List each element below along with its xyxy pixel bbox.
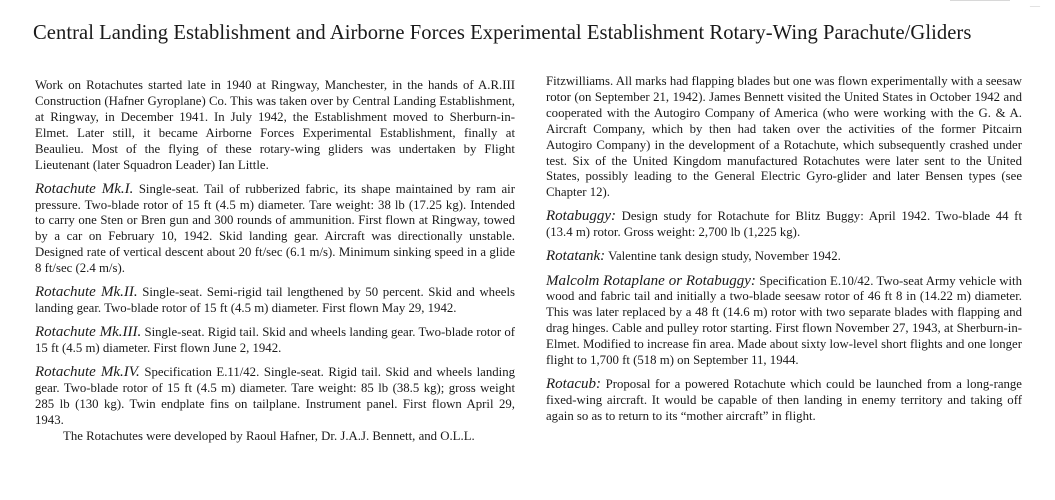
continuation-paragraph: Fitzwilliams. All marks had flapping blades but one was flown experimentally with a seesaw rotor (on September 21, 1942). James Bennett visited the United States in October 1942 and cooperated with the Autogiro Company of America (who were working with the G. & A. Aircraft Company, which by then had taken over the activities of the former Pitcairn Autogiro Company) in the development of a Rotachute, which subsequently crashed under test. Six of the United Kingdom manufactured Rotachutes were later sent to the United States, possibly leading to the General Electric Gyro-glider and later Bensen types (see Chapter 12). [546, 74, 1022, 200]
closing-paragraph-start: The Rotachutes were developed by Raoul Hafner, Dr. J.A.J. Bennett, and O.L.L. [63, 428, 475, 443]
entry-title: Malcolm Rotaplane or Rotabuggy: [546, 272, 756, 289]
page-edge-mark: — [1030, 1, 1040, 12]
entry-title: Rotacub: [546, 376, 601, 393]
entry-rotachute-mk2 [35, 285, 515, 317]
entry-text: Specification E.11/42. Single-seat. Rigid tail. Skid and wheels landing gear. Two-blade rotor of 15 ft (4.5 m) diameter. Tare weight: 85 lb (38.5 kg); gross weight 285 lb (130 kg). Twin endplate fins on tailplane. Instrument panel. First flown April 29, 1943. [35, 365, 515, 427]
entry-malcolm-rotaplane [546, 274, 1022, 369]
entry-text: Design study for Rotachute for Blitz Buggy: April 1942. Two-blade 44 ft (13.4 m) rotor. Gross weight: 2,700 lb (1,225 kg). [546, 209, 1022, 240]
entry-text: Valentine tank design study, November 1942. [605, 249, 841, 264]
right-column [546, 74, 1022, 433]
entry-title: Rotachute Mk.III. [35, 324, 142, 341]
entry-rotatank [546, 249, 1022, 265]
entry-text: Proposal for a powered Rotachute which could be launched from a long-range fixed-wing aircraft. It would be capable of then landing in enemy territory and taking off again so as to return to its “mother aircraft” in flight. [546, 377, 1022, 423]
entry-text: Single-seat. Tail of rubberized fabric, its shape maintained by ram air pressure. Two-blade rotor of 15 ft (4.5 m) diameter. Tare weight: 38 lb (17.25 kg). Intended to carry one Sten or Bren gun and 300 rounds of ammunition. First flown at Ringway, towed by a car on February 10, 1942. Skid landing gear. Aircraft was directionally unstable. Designed rate of vertical descent about 20 ft/sec (6.1 m/s). Minimum sinking speed in a glide 8 ft/sec (2.4 m/s). [35, 181, 515, 276]
entry-text: Single-seat. Rigid tail. Skid and wheels landing gear. Two-blade rotor of 15 ft (4.5 m) diameter. First flown June 2, 1942. [35, 325, 515, 356]
intro-paragraph: Work on Rotachutes started late in 1940 at Ringway, Manchester, in the hands of A.R.III Construction (Hafner Gyroplane) Co. This was taken over by Central Landing Establishment, at Ringway, in December 1941. In July 1942, the Establishment moved to Sherburn-in-Elmet. Later still, it became Airborne Forces Experimental Establishment, finally at Beaulieu. Most of the flying of these rotary-wing gliders was undertaken by Flight Lieutenant (later Squadron Leader) Ian Little. [35, 78, 515, 172]
entry-rotabuggy [546, 209, 1022, 241]
entry-title: Rotabuggy: [546, 208, 616, 225]
entry-rotachute-mk4 [35, 365, 515, 429]
entry-text: Specification E.10/42. Two-seat Army vehicle with wood and fabric tail and initially a two-blade seesaw rotor of 46 ft 8 in (14.22 m) diameter. This was later replaced by a 48 ft (14.6 m) rotor with two separate blades with flapping and drag hinges. Cable and pulley rotor starting. First flown November 27, 1943, at Sherburn-in-Elmet. Modified to increase fin area. Made about sixty low-level short flights and one longer flight to 1,700 ft (518 m) on September 11, 1944. [546, 273, 1022, 368]
entry-text: Single-seat. Semi-rigid tail lengthened by 50 percent. Skid and wheels landing gear. Two-blade rotor of 15 ft (4.5 m) diameter. First flown May 29, 1942. [35, 285, 515, 316]
entry-title: Rotachute Mk.I. [35, 180, 134, 197]
entry-rotachute-mk1 [35, 182, 515, 277]
left-column [35, 78, 515, 445]
entry-title: Rotatank: [546, 248, 606, 265]
page-edge-line [950, 0, 1010, 1]
entry-rotacub [546, 377, 1022, 425]
entry-rotachute-mk3 [35, 325, 515, 357]
entry-title: Rotachute Mk.II. [35, 284, 138, 301]
page-title: Central Landing Establishment and Airborne Forces Experimental Establishment Rotary-Wing Parachute/Gliders [33, 22, 972, 44]
entry-title: Rotachute Mk.IV. [35, 364, 140, 381]
